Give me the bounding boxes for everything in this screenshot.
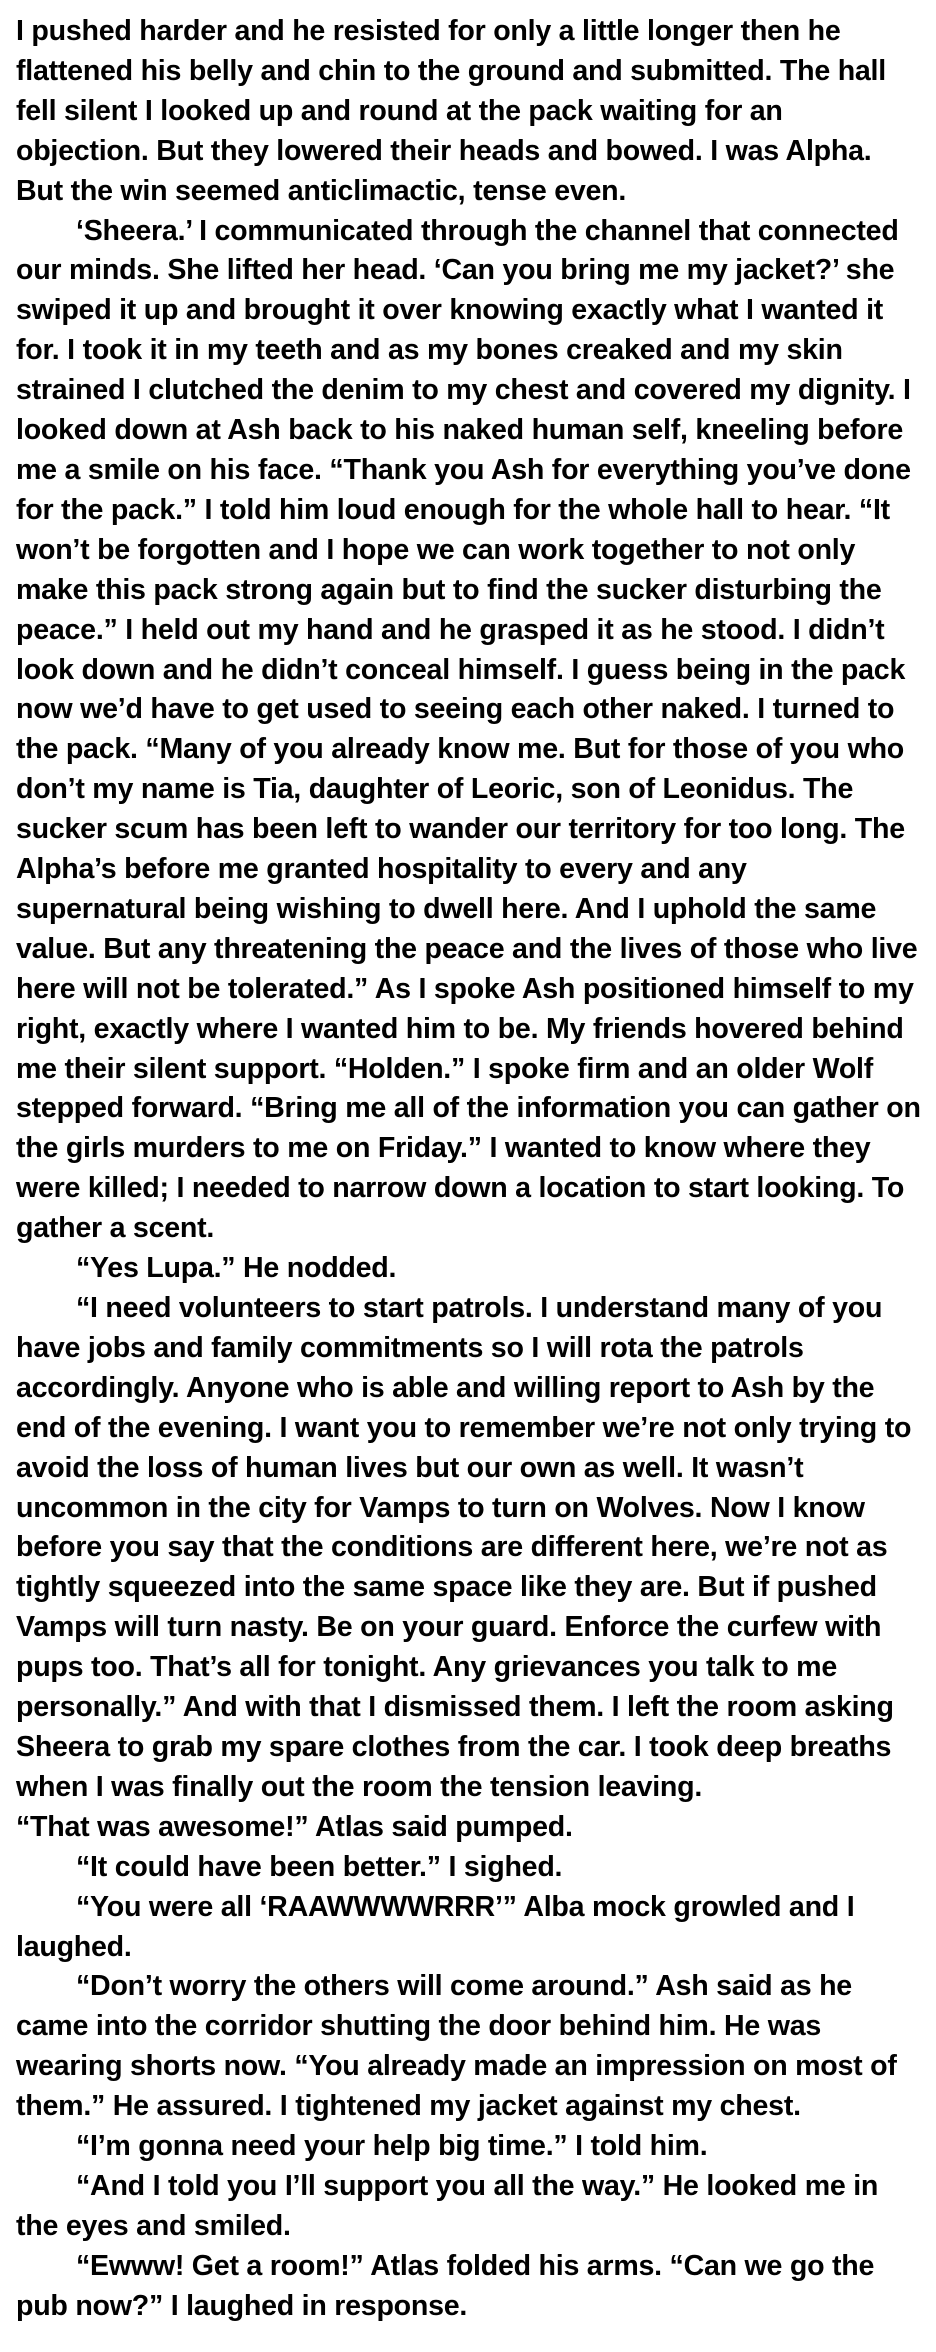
paragraph-8: “Don’t worry the others will come around.” Ash said as he came into the corridor shutting the door behind him. He was wearing shorts now. “You already made an impression on most of them.” He assured. I tightened my jacket against my chest. [16, 1970, 897, 2123]
paragraph-4: “I need volunteers to start patrols. I understand many of you have jobs and family commitments so I will rota the patrols accordingly. Anyone who is able and willing report to Ash by the end of the evening. I want you to remember we’re not only trying to avoid the loss of human lives but our own as well. It wasn’t uncommon in the city for Vamps to turn on Wolves. Now I know before you say that the conditions are different here, we’re not as tightly squeezed into the same space like they are. But if pushed Vamps will turn nasty. Be on your guard. Enforce the curfew with pups too. That’s all for tonight. Any grievances you talk to me personally.” And with that I dismissed them. I left the room asking Sheera to grab my spare clothes from the car. I took deep breaths when I was finally out the room the tension leaving. [16, 1292, 912, 1803]
paragraph-10: “And I told you I’ll support you all the way.” He looked me in the eyes and smiled. [16, 2169, 879, 2242]
paragraph-2: ‘Sheera.’ I communicated through the channel that connected our minds. She lifted her head. ‘Can you bring me my jacket?’ she swiped it up and brought it over knowing exactly what I wanted it for. I took it in my teeth and as my bones creaked and my skin strained I clutched the denim to my chest and covered my dignity. I looked down at Ash back to his naked human self, kneeling before me a smile on his face. “Thank you Ash for everything you’ve done for the pack.” I told him loud enough for the whole hall to hear. “It won’t be forgotten and I hope we can work together to not only make this pack strong again but to find the sucker disturbing the peace.” I held out my hand and he grasped it as he stood. I didn’t look down and he didn’t conceal himself. I guess being in the pack now we’d have to get used to seeing each other naked. I turned to the pack. “Many of you already know me. But for those of you who don’t my name is Tia, daughter of Leoric, son of Leonidus. The sucker scum has been left to wander our territory for too long. The Alpha’s before me granted hospitality to every and any supernatural being wishing to dwell here. And I uphold the same value. But any threatening the peace and the lives of those who live here will not be tolerated.” As I spoke Ash positioned himself to my right, exactly where I wanted him to be. My friends hovered behind me their silent support. “Holden.” I spoke firm and an older Wolf stepped forward. “Bring me all of the information you can gather on the girls murders to me on Friday.” I wanted to know where they were killed; I needed to narrow down a location to start looking. To gather a scent. [16, 214, 921, 1245]
paragraph-11: “Ewww! Get a room!” Atlas folded his arms. “Can we go the pub now?” I laughed in response. [16, 2249, 875, 2322]
paragraph-6: “It could have been better.” I sighed. [76, 1850, 563, 1883]
paragraph-5: “That was awesome!” Atlas said pumped. [16, 1810, 573, 1843]
paragraph-9: “I’m gonna need your help big time.” I told him. [76, 2130, 708, 2163]
paragraph-1: I pushed harder and he resisted for only a little longer then he flattened his belly and chin to the ground and submitted. The hall fell silent I looked up and round at the pack waiting for an objection. But they lowered their heads and bowed. I was Alpha. But the win seemed anticlimactic, tense even. [16, 15, 886, 207]
paragraph-3: “Yes Lupa.” He nodded. [76, 1252, 397, 1285]
paragraph-7: “You were all ‘RAAWWWWRRR’” Alba mock growled and I laughed. [16, 1890, 855, 1963]
